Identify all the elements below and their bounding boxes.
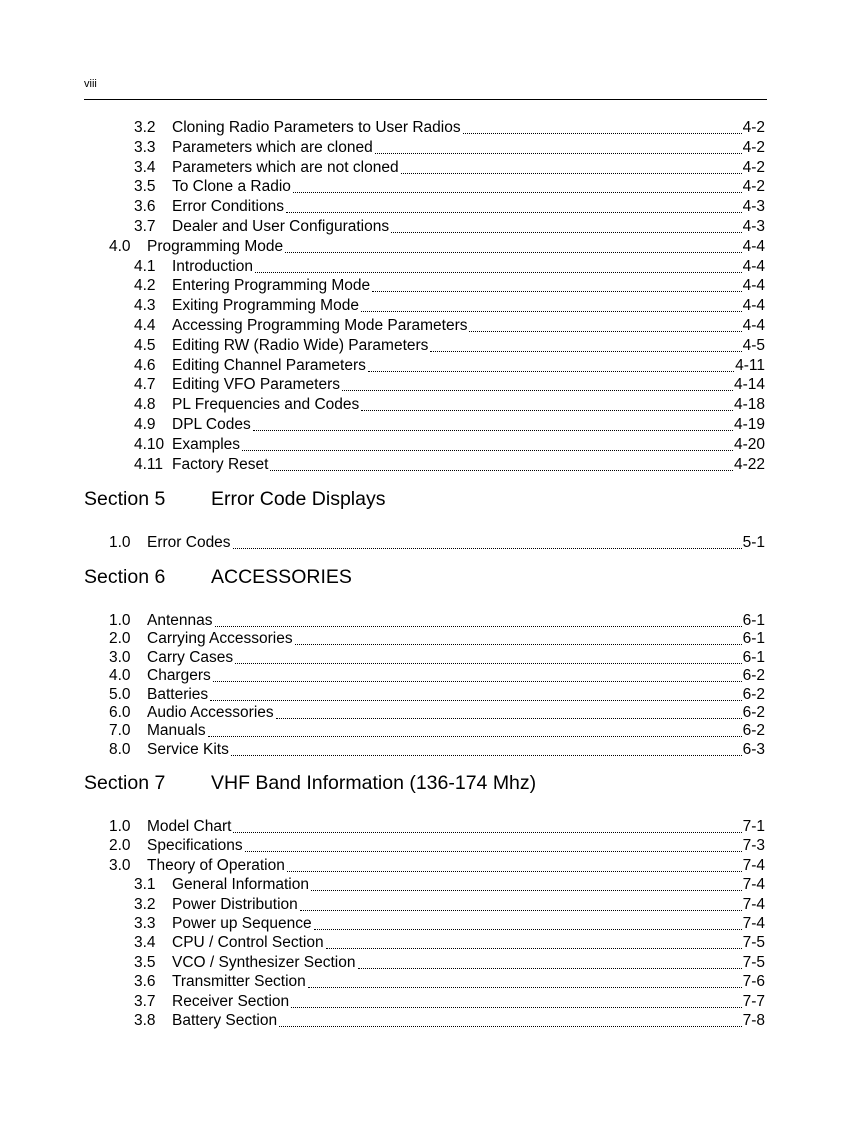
- section-title: ACCESSORIES: [211, 566, 352, 588]
- toc-entry[interactable]: [134, 932, 765, 952]
- toc-leader-dots: [372, 290, 741, 292]
- toc-entry-number: 3.7: [134, 218, 156, 235]
- toc-leader-dots: [314, 928, 742, 930]
- toc-entry[interactable]: [134, 913, 765, 933]
- toc-leader-dots: [255, 271, 742, 273]
- toc-entry-number: 3.7: [134, 992, 156, 1010]
- toc-entry-number: 3.4: [134, 934, 156, 952]
- toc-entry-page: 5-1: [742, 534, 765, 551]
- toc-leader-dots: [368, 370, 734, 372]
- toc-entry[interactable]: [134, 295, 765, 315]
- toc-entry-number: 4.8: [134, 396, 156, 414]
- toc-entry-title: PL Frequencies and Codes: [172, 396, 360, 414]
- toc-entry[interactable]: [134, 335, 765, 355]
- toc-entry-title: Receiver Section: [172, 992, 290, 1010]
- toc-leader-dots: [213, 680, 742, 682]
- toc-entry-number: 4.10: [134, 435, 165, 453]
- toc-entry-number: 4.2: [134, 277, 156, 295]
- toc-leader-dots: [293, 191, 742, 193]
- toc-leader-dots: [231, 754, 742, 756]
- toc-entry[interactable]: [109, 684, 765, 704]
- toc-entry-title: Editing Channel Parameters: [172, 356, 366, 374]
- toc-entry-title: Parameters which are not cloned: [172, 158, 399, 176]
- toc-entry-page: 6-2: [742, 722, 765, 740]
- toc-leader-dots: [430, 350, 741, 352]
- toc-entry-title: Power Distribution: [172, 895, 298, 913]
- toc-entry-title: Specifications: [147, 837, 243, 855]
- toc-entry-title: Transmitter Section: [172, 973, 306, 991]
- toc-entry[interactable]: [109, 816, 765, 836]
- toc-leader-dots: [361, 409, 733, 411]
- toc-entry-page: 4-4: [742, 317, 765, 334]
- toc-entry-title: Programming Mode: [147, 237, 284, 255]
- toc-entry-title: Batteries: [147, 685, 209, 703]
- toc-entry[interactable]: [109, 532, 765, 552]
- toc-entry-title: Cloning Radio Parameters to User Radios: [172, 119, 461, 136]
- section-title: VHF Band Information (136-174 Mhz): [211, 772, 537, 794]
- toc-entry[interactable]: [134, 374, 765, 394]
- toc-entry-number: 4.6: [134, 356, 156, 374]
- toc-entry-title: Chargers: [147, 667, 211, 685]
- toc-leader-dots: [279, 1025, 741, 1027]
- toc-entry-title: Audio Accessories: [147, 704, 274, 721]
- toc-entry-title: Power up Sequence: [172, 915, 312, 932]
- toc-entry-number: 4.5: [134, 336, 156, 354]
- section-heading[interactable]: [84, 488, 385, 511]
- toc-entry-page: 7-4: [742, 895, 765, 913]
- toc-entry-page: 6-2: [742, 704, 765, 721]
- toc-entry[interactable]: [134, 894, 765, 914]
- toc-leader-dots: [295, 643, 742, 645]
- toc-entry-page: 7-4: [742, 856, 765, 874]
- toc-entry[interactable]: [109, 628, 765, 648]
- toc-entry-page: 4-4: [742, 237, 765, 255]
- toc-entry-title: Service Kits: [147, 740, 229, 758]
- toc-entry-number: 3.1: [134, 876, 156, 894]
- toc-entry-number: 3.8: [134, 1012, 156, 1029]
- toc-leader-dots: [286, 211, 742, 213]
- page-number: viii: [84, 78, 97, 90]
- toc-entry-number: 4.0: [109, 237, 131, 255]
- toc-entry-title: Antennas: [147, 612, 213, 629]
- toc-entry-number: 4.0: [109, 667, 131, 685]
- toc-entry-title: General Information: [172, 876, 309, 894]
- toc-entry[interactable]: [109, 702, 765, 722]
- toc-leader-dots: [401, 172, 742, 174]
- toc-entry-page: 7-3: [742, 837, 765, 855]
- toc-entry-page: 4-11: [735, 356, 765, 374]
- toc-leader-dots: [358, 967, 742, 969]
- toc-leader-dots: [276, 717, 742, 719]
- toc-entry[interactable]: [134, 991, 765, 1011]
- toc-entry[interactable]: [109, 665, 765, 685]
- toc-leader-dots: [233, 547, 742, 549]
- toc-leader-dots: [469, 330, 741, 332]
- toc-entry[interactable]: [134, 952, 765, 972]
- toc-entry-number: 3.6: [134, 198, 156, 216]
- toc-entry-number: 4.9: [134, 416, 156, 433]
- toc-leader-dots: [375, 152, 742, 154]
- toc-leader-dots: [308, 986, 742, 988]
- toc-entry[interactable]: [134, 1010, 765, 1030]
- toc-entry[interactable]: [134, 256, 765, 276]
- toc-entry-title: To Clone a Radio: [172, 178, 291, 196]
- toc-entry-number: 4.4: [134, 317, 156, 334]
- toc-entry-number: 3.4: [134, 158, 156, 176]
- toc-entry-title: VCO / Synthesizer Section: [172, 953, 356, 971]
- toc-entry-number: 4.3: [134, 297, 156, 315]
- toc-entry-title: Carry Cases: [147, 648, 234, 666]
- toc-entry[interactable]: [109, 855, 765, 875]
- toc-leader-dots: [285, 251, 741, 253]
- toc-entry[interactable]: [134, 971, 765, 991]
- toc-leader-dots: [463, 132, 742, 134]
- toc-entry-title: Model Chart: [147, 818, 232, 835]
- toc-entry[interactable]: [134, 394, 765, 414]
- toc-entry-title: Accessing Programming Mode Parameters: [172, 317, 468, 334]
- toc-entry-number: 3.2: [134, 895, 156, 913]
- toc-entry[interactable]: [134, 454, 765, 474]
- section-heading[interactable]: [84, 566, 352, 589]
- toc-entry[interactable]: [109, 835, 765, 855]
- toc-entry-page: 6-3: [742, 740, 765, 758]
- toc-leader-dots: [326, 947, 742, 949]
- toc-entry-number: 3.3: [134, 915, 156, 932]
- toc-entry-page: 6-2: [742, 667, 765, 685]
- toc-entry-number: 3.5: [134, 178, 156, 196]
- toc-leader-dots: [233, 831, 741, 833]
- toc-leader-dots: [270, 469, 732, 471]
- toc-entry[interactable]: [134, 315, 765, 335]
- toc-entry-page: 7-4: [742, 876, 765, 894]
- toc-entry[interactable]: [134, 137, 765, 157]
- toc-entry-title: Examples: [172, 435, 241, 453]
- toc-entry-page: 7-4: [742, 915, 765, 932]
- toc-entry-title: Theory of Operation: [147, 856, 285, 874]
- toc-leader-dots: [300, 909, 742, 911]
- toc-entry[interactable]: [134, 216, 765, 236]
- toc-entry-page: 4-4: [742, 257, 765, 275]
- toc-entry[interactable]: [134, 355, 765, 375]
- toc-entry-page: 4-4: [742, 297, 765, 315]
- toc-leader-dots: [253, 429, 733, 431]
- toc-entry[interactable]: [109, 236, 765, 256]
- toc-entry-number: 3.3: [134, 138, 156, 156]
- toc-entry[interactable]: [134, 176, 765, 196]
- toc-entry[interactable]: [109, 720, 765, 740]
- toc-entry-page: 4-2: [742, 138, 765, 156]
- toc-entry[interactable]: [134, 434, 765, 454]
- toc-entry[interactable]: [134, 874, 765, 894]
- toc-entry-page: 4-22: [733, 455, 765, 473]
- toc-entry-page: 7-5: [742, 953, 765, 971]
- toc-entry-page: 7-5: [742, 934, 765, 952]
- toc-entry-page: 7-7: [742, 992, 765, 1010]
- toc-entry-number: 3.0: [109, 856, 131, 874]
- toc-entry-page: 4-18: [733, 396, 765, 414]
- toc-entry-number: 3.5: [134, 953, 156, 971]
- toc-entry-title: Error Conditions: [172, 198, 284, 216]
- toc-entry-title: Editing VFO Parameters: [172, 376, 340, 394]
- toc-entry[interactable]: [109, 647, 765, 667]
- toc-entry-page: 4-20: [733, 435, 765, 453]
- toc-entry-page: 6-2: [742, 685, 765, 703]
- toc-entry-number: 3.0: [109, 648, 131, 666]
- toc-entry-page: 4-3: [742, 198, 765, 216]
- toc-entry-number: 8.0: [109, 740, 131, 758]
- toc-leader-dots: [210, 699, 741, 701]
- toc-entry-title: Carrying Accessories: [147, 630, 293, 648]
- toc-leader-dots: [235, 662, 741, 664]
- toc-entry[interactable]: [134, 414, 765, 434]
- toc-entry[interactable]: [109, 610, 765, 630]
- toc-entry-page: 6-1: [742, 630, 765, 648]
- toc-leader-dots: [391, 231, 741, 233]
- toc-leader-dots: [311, 889, 742, 891]
- toc-leader-dots: [245, 850, 742, 852]
- toc-leader-dots: [242, 449, 733, 451]
- toc-leader-dots: [291, 1006, 741, 1008]
- toc-entry-number: 4.11: [134, 455, 164, 473]
- toc-entry[interactable]: [134, 157, 765, 177]
- toc-entry-number: 1.0: [109, 612, 131, 629]
- toc-entry-page: 4-14: [733, 376, 765, 394]
- toc-entry-page: 4-5: [742, 336, 765, 354]
- toc-entry-page: 6-1: [742, 612, 765, 629]
- toc-entry-number: 2.0: [109, 630, 131, 648]
- toc-entry-number: 3.6: [134, 973, 156, 991]
- toc-entry-title: Factory Reset: [172, 455, 269, 473]
- toc-leader-dots: [287, 870, 742, 872]
- toc-entry-page: 4-3: [742, 218, 765, 235]
- toc-entry-number: 1.0: [109, 534, 131, 551]
- toc-entry-number: 4.1: [134, 257, 156, 275]
- toc-entry[interactable]: [109, 739, 765, 759]
- toc-leader-dots: [208, 735, 742, 737]
- toc-entry[interactable]: [134, 117, 765, 137]
- section-title: Error Code Displays: [211, 488, 386, 510]
- toc-entry-title: Parameters which are cloned: [172, 138, 373, 156]
- toc-entry[interactable]: [134, 196, 765, 216]
- toc-entry-page: 7-8: [742, 1012, 765, 1029]
- toc-entry-title: Introduction: [172, 257, 253, 275]
- section-label: Section 7: [84, 772, 166, 794]
- toc-entry-number: 7.0: [109, 722, 131, 740]
- toc-entry-title: CPU / Control Section: [172, 934, 324, 952]
- section-label: Section 5: [84, 488, 166, 510]
- toc-entry-number: 2.0: [109, 837, 131, 855]
- toc-entry-number: 6.0: [109, 704, 131, 721]
- toc-entry-number: 5.0: [109, 685, 131, 703]
- toc-entry[interactable]: [134, 275, 765, 295]
- section-heading[interactable]: [84, 772, 536, 795]
- toc-entry-title: DPL Codes: [172, 416, 251, 433]
- toc-entry-title: Battery Section: [172, 1012, 278, 1029]
- toc-entry-title: Exiting Programming Mode: [172, 297, 359, 315]
- toc-entry-number: 4.7: [134, 376, 156, 394]
- toc-entry-page: 7-6: [742, 973, 765, 991]
- header-rule: [84, 99, 767, 100]
- toc-entry-title: Editing RW (Radio Wide) Parameters: [172, 336, 429, 354]
- toc-entry-number: 3.2: [134, 119, 156, 136]
- toc-entry-title: Entering Programming Mode: [172, 277, 371, 295]
- toc-entry-title: Dealer and User Configurations: [172, 218, 390, 235]
- toc-leader-dots: [215, 625, 742, 627]
- toc-leader-dots: [342, 389, 733, 391]
- toc-entry-page: 4-19: [733, 416, 765, 433]
- toc-leader-dots: [361, 310, 742, 312]
- toc-entry-page: 4-2: [742, 119, 765, 136]
- toc-entry-page: 4-2: [742, 158, 765, 176]
- toc-entry-page: 6-1: [742, 648, 765, 666]
- toc-entry-page: 4-4: [742, 277, 765, 295]
- toc-entry-page: 4-2: [742, 178, 765, 196]
- toc-entry-title: Manuals: [147, 722, 206, 740]
- toc-entry-page: 7-1: [742, 818, 765, 835]
- toc-entry-number: 1.0: [109, 818, 131, 835]
- toc-entry-title: Error Codes: [147, 534, 231, 551]
- section-label: Section 6: [84, 566, 166, 588]
